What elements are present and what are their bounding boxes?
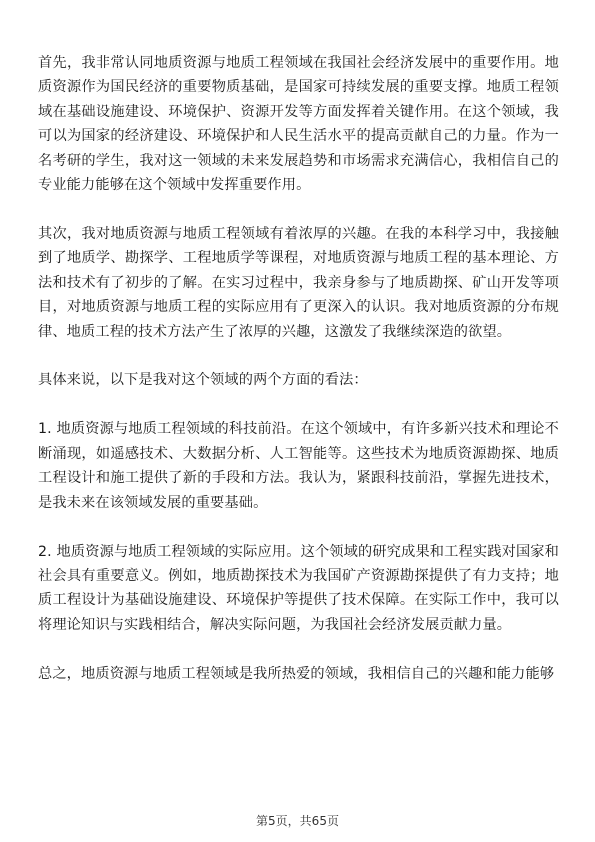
paragraph-2: 其次，我对地质资源与地质工程领域有着浓厚的兴趣。在我的本科学习中，我接触到了地质学、勘探学、工程地质学等课程，对地质资源与地质工程的基本理论、方法和技术有了初步的了解。在实习过程中，我亲身参与了地质勘探、矿山开发等项目，对地质资源与地质工程的实际应用有了更深入的认识。我对地质资源的分布规律、地质工程的技术方法产生了浓厚的兴趣，这激发了我继续深造的欲望。 bbox=[38, 225, 559, 340]
paragraph-gap bbox=[38, 637, 559, 662]
page-number-footer: 第5页，共65页 bbox=[256, 814, 339, 828]
paragraph-1: 首先，我非常认同地质资源与地质工程领域在我国社会经济发展中的重要作用。地质资源作为国民经济的重要物质基础，是国家可持续发展的重要支撑。地质工程领域在基础设施建设、环境保护、资源开发等方面发挥着关键作用。在这个领域，我可以为国家的经济建设、环境保护和人民生活水平的提高贡献自己的力量。作为一名考研的学生，我对这一领域的未来发展趋势和市场需求充满信心，我相信自己的专业能力能够在这个领域中发挥重要作用。 bbox=[38, 55, 559, 194]
paragraph-gap bbox=[38, 515, 559, 540]
paragraph-6: 总之，地质资源与地质工程领域是我所热爱的领域，我相信自己的兴趣和能力能够 bbox=[38, 665, 555, 682]
paragraph-gap bbox=[38, 393, 559, 418]
paragraph-gap bbox=[38, 344, 559, 369]
paragraph-4: 1. 地质资源与地质工程领域的科技前沿。在这个领域中，有许多新兴技术和理论不断涌现，如遥感技术、大数据分析、人工智能等。这些技术为地质资源勘探、地质工程设计和施工提供了新的手段和方法。我认为，紧跟科技前沿，掌握先进技术，是我未来在该领域发展的重要基础。 bbox=[38, 421, 559, 511]
paragraph-3: 具体来说，以下是我对这个领域的两个方面的看法： bbox=[38, 372, 368, 389]
paragraph-gap bbox=[38, 197, 559, 222]
paragraph-5: 2. 地质资源与地质工程领域的实际应用。这个领域的研究成果和工程实践对国家和社会具有重要意义。例如，地质勘探技术为我国矿产资源勘探提供了有力支持；地质工程设计为基础设施建设、环境保护等提供了技术保障。在实际工作中，我可以将理论知识与实践相结合，解决实际问题，为我国社会经济发展贡献力量。 bbox=[38, 543, 559, 633]
